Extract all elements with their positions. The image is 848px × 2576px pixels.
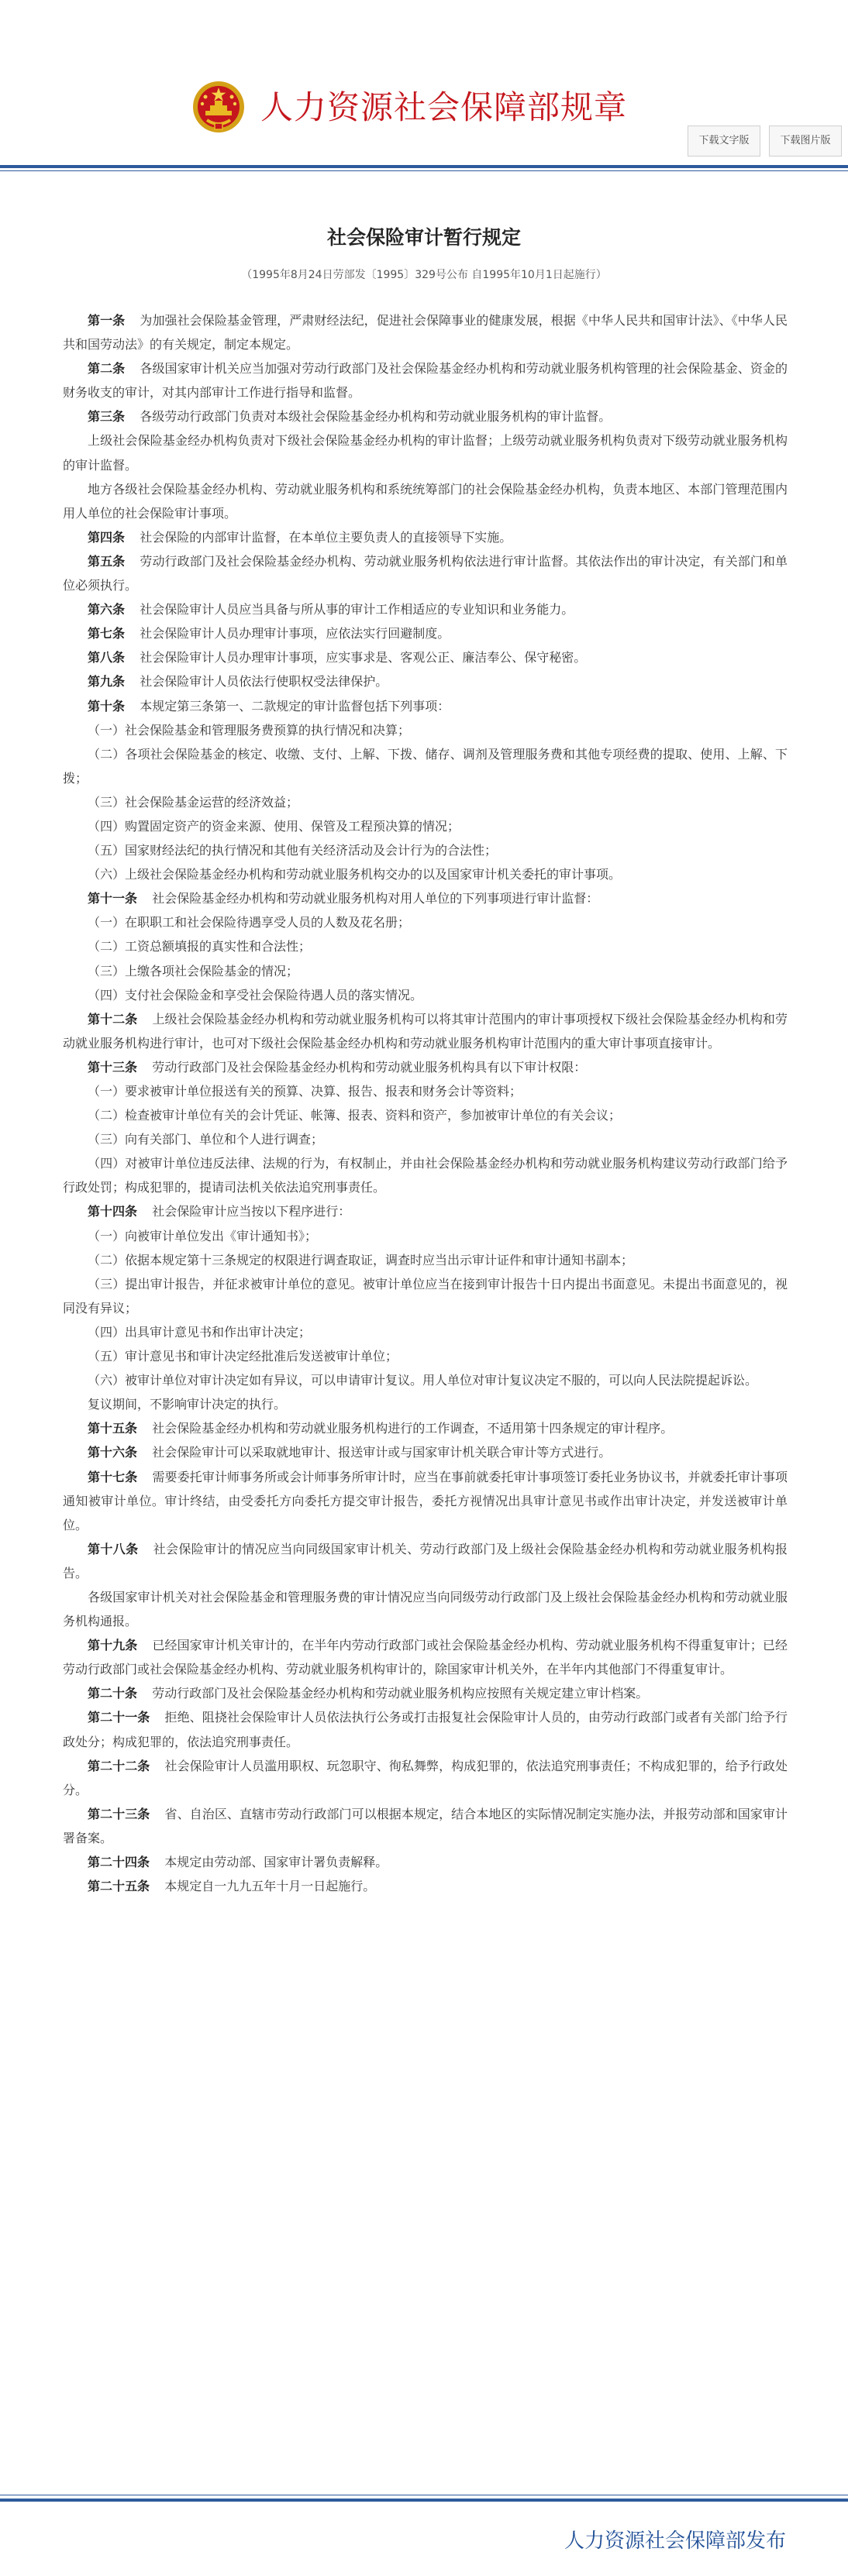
article-paragraph [63, 525, 788, 549]
article-text: 省、自治区、直辖市劳动行政部门可以根据本规定，结合本地区的实际情况制定实施办法，并报劳动部和国家审计署备案。 [63, 1806, 788, 1845]
article-text: （二）检查被审计单位有关的会计凭证、帐簿、报表、资料和资产，参加被审计单位的有关会议； [88, 1108, 622, 1123]
article-text: 本规定自一九九五年十月一日起施行。 [164, 1879, 376, 1894]
article-label: 第十四条 [88, 1204, 138, 1219]
header-divider-thin [0, 170, 848, 171]
article-text: （一）在职职工和社会保险待遇享受人员的人数及花名册； [88, 915, 411, 930]
article-text: 劳动行政部门及社会保险基金经办机构、劳动就业服务机构依法进行审计监督。其依法作出的审计决定，有关部门和单位必须执行。 [63, 553, 788, 593]
article-list [63, 308, 788, 1898]
site-header [0, 0, 848, 170]
article-paragraph [63, 1151, 788, 1199]
article-text: 社会保险审计人员依法行使职权受法律保护。 [140, 674, 388, 690]
article-text: 劳动行政部门及社会保险基金经办机构和劳动就业服务机构应按照有关规定建立审计档案。 [152, 1686, 649, 1701]
article-paragraph [63, 1224, 788, 1248]
article-paragraph [63, 910, 788, 934]
article-text: 社会保险审计人员应当具备与所从事的审计工作相适应的专业知识和业务能力。 [140, 602, 574, 617]
article-label: 第二十五条 [88, 1879, 150, 1894]
national-emblem-icon [191, 80, 246, 134]
article-paragraph [63, 404, 788, 428]
article-text: 本规定第三条第一、二款规定的审计监督包括下列事项： [140, 698, 450, 714]
article-label: 第二条 [88, 361, 126, 377]
article-text: 社会保险审计可以采取就地审计、报送审计或与国家审计机关联合审计等方式进行。 [152, 1445, 612, 1460]
article-label: 第二十三条 [88, 1806, 150, 1821]
article-label: 第十九条 [88, 1638, 138, 1653]
article-paragraph [63, 1537, 788, 1585]
article-paragraph [63, 1874, 788, 1898]
article-text: （一）要求被审计单位报送有关的预算、决算、报告、报表和财务会计等资料； [88, 1084, 522, 1099]
article-paragraph [63, 621, 788, 645]
article-paragraph [63, 1199, 788, 1223]
header-divider [0, 165, 848, 168]
article-text: 社会保险基金经办机构和劳动就业服务机构对用人单位的下列事项进行审计监督： [152, 891, 599, 906]
article-paragraph [63, 1272, 788, 1320]
document-title: 社会保险审计暂行规定 [326, 226, 521, 249]
article-text: 上级社会保险基金经办机构负责对下级社会保险基金经办机构的审计监督；上级劳动就业服务机构负责对下级劳动就业服务机构的审计监督。 [63, 433, 788, 473]
article-label: 第十五条 [88, 1421, 138, 1436]
article-paragraph [63, 1079, 788, 1103]
article-paragraph [63, 477, 788, 525]
article-text: 社会保险审计的情况应当向同级国家审计机关、劳动行政部门及上级社会保险基金经办机构和劳动就业服务机构报告。 [63, 1541, 788, 1580]
article-text: 各级国家审计机关应当加强对劳动行政部门及社会保险基金经办机构和劳动就业服务机构管理的社会保险基金、资金的财务收支的审计，对其内部审计工作进行指导和监督。 [63, 361, 788, 401]
article-label: 第七条 [88, 626, 126, 641]
article-text: （三）提出审计报告，并征求被审计单位的意见。被审计单位应当在接到审计报告十日内提出书面意见。未提出书面意见的，视同没有异议； [63, 1276, 788, 1316]
article-paragraph [63, 718, 788, 742]
article-label: 第二十四条 [88, 1855, 150, 1869]
article-text: （六）上级社会保险基金经办机构和劳动就业服务机构交办的以及国家审计机关委托的审计事项。 [88, 867, 622, 882]
article-text: 为加强社会保险基金管理，严肃财经法纪，促进社会保障事业的健康发展，根据《中华人民共和国审计法》、《中华人民共和国劳动法》的有关规定，制定本规定。 [63, 313, 788, 353]
article-label: 第十二条 [88, 1011, 138, 1027]
article-label: 第六条 [88, 602, 126, 617]
footer-publisher: 人力资源社会保障部发布 [564, 2530, 786, 2553]
article-label: 第五条 [88, 553, 126, 569]
article-paragraph [63, 1705, 788, 1753]
article-paragraph [63, 814, 788, 838]
article-paragraph [63, 1368, 788, 1392]
article-paragraph [63, 1802, 788, 1850]
article-paragraph [63, 1344, 788, 1368]
article-paragraph [63, 1465, 788, 1537]
article-text: （五）审计意见书和审计决定经批准后发送被审计单位； [88, 1349, 398, 1364]
site-title: 人力资源社会保障部规章 [260, 88, 628, 126]
article-label: 第二十条 [88, 1686, 138, 1701]
article-paragraph [63, 1055, 788, 1079]
article-paragraph [63, 694, 788, 718]
article-label: 第十七条 [88, 1469, 138, 1484]
article-text: 社会保险审计人员滥用职权、玩忽职守、徇私舞弊，构成犯罪的，依法追究刑事责任；不构成犯罪的，给予行政处分。 [63, 1758, 788, 1797]
article-paragraph [63, 1320, 788, 1344]
footer-divider [0, 2499, 848, 2502]
article-paragraph [63, 1103, 788, 1127]
article-paragraph [63, 1850, 788, 1874]
article-paragraph [63, 549, 788, 597]
article-label: 第十三条 [88, 1059, 138, 1075]
article-text: （三）向有关部门、单位和个人进行调查； [88, 1132, 324, 1147]
article-paragraph [63, 356, 788, 404]
article-text: 上级社会保险基金经办机构和劳动就业服务机构可以将其审计范围内的审计事项授权下级社会保险基金经办机构和劳动就业服务机构进行审计，也可对下级社会保险基金经办机构和劳动就业服务机构审计范围内的重大审计事项直接审计。 [63, 1011, 788, 1051]
article-paragraph [63, 428, 788, 476]
article-paragraph [63, 934, 788, 958]
download-image-button[interactable]: 下载图片版 [769, 126, 842, 156]
article-label: 第八条 [88, 650, 126, 665]
article-label: 第三条 [88, 409, 126, 425]
article-text: 本规定由劳动部、国家审计署负责解释。 [164, 1855, 388, 1869]
article-paragraph [63, 959, 788, 983]
article-paragraph [63, 308, 788, 356]
article-paragraph [63, 1585, 788, 1633]
article-label: 第十八条 [88, 1541, 139, 1556]
article-paragraph [63, 1248, 788, 1272]
article-paragraph [63, 886, 788, 910]
article-text: （五）国家财经法纪的执行情况和其他有关经济活动及会计行为的合法性； [88, 843, 498, 858]
article-paragraph [63, 1416, 788, 1440]
article-paragraph [63, 1007, 788, 1055]
article-label: 第四条 [88, 529, 126, 545]
article-label: 第十六条 [88, 1445, 138, 1460]
article-text: 拒绝、阻挠社会保险审计人员依法执行公务或打击报复社会保险审计人员的，由劳动行政部门或者有关部门给予行政处分；构成犯罪的，依法追究刑事责任。 [63, 1710, 788, 1749]
article-text: 社会保险审计人员办理审计事项，应依法实行回避制度。 [140, 626, 450, 641]
article-text: 已经国家审计机关审计的，在半年内劳动行政部门或社会保险基金经办机构、劳动就业服务机构不得重复审计；已经劳动行政部门或社会保险基金经办机构、劳动就业服务机构审计的，除国家审计机关外，在半年内其他部门不得重复审计。 [63, 1638, 788, 1677]
article-text: （二）工资总额填报的真实性和合法性； [88, 939, 312, 954]
article-paragraph [63, 1440, 788, 1464]
article-paragraph [63, 742, 788, 790]
article-paragraph [63, 838, 788, 862]
article-text: 复议期间，不影响审计决定的执行。 [88, 1397, 287, 1412]
article-label: 第一条 [88, 313, 126, 328]
download-text-button[interactable]: 下载文字版 [688, 126, 760, 156]
article-label: 第二十二条 [88, 1758, 150, 1773]
article-paragraph [63, 597, 788, 621]
article-label: 第十一条 [88, 891, 138, 906]
article-text: （三）上缴各项社会保险基金的情况； [88, 963, 299, 978]
article-text: 劳动行政部门及社会保险基金经办机构和劳动就业服务机构具有以下审计权限： [152, 1059, 587, 1075]
article-label: 第九条 [88, 674, 126, 690]
article-text: （四）购置固定资产的资金来源、使用、保管及工程预决算的情况； [88, 818, 460, 834]
article-text: （六）被审计单位对审计决定如有异议，可以申请审计复议。用人单位对审计复议决定不服的，可以向人民法院提起诉讼。 [88, 1373, 758, 1388]
article-text: （四）出具审计意见书和作出审计决定； [88, 1324, 312, 1340]
article-label: 第二十一条 [88, 1710, 150, 1725]
article-paragraph [63, 669, 788, 693]
article-text: 需要委托审计师事务所或会计师事务所审计时，应当在事前就委托审计事项签订委托业务协议书，并就委托审计事项通知被审计单位。审计终结，由受委托方向委托方提交审计报告，委托方视情况出具审计意见书或作出审计决定，并发送被审计单位。 [63, 1469, 788, 1532]
article-text: （二）各项社会保险基金的核定、收缴、支付、上解、下拨、储存、调剂及管理服务费和其他专项经费的提取、使用、上解、下拨； [63, 746, 788, 786]
article-paragraph [63, 1754, 788, 1802]
article-text: （四）支付社会保险金和享受社会保险待遇人员的落实情况。 [88, 987, 423, 1003]
article-paragraph [63, 1127, 788, 1151]
article-paragraph [63, 790, 788, 814]
article-text: 社会保险审计应当按以下程序进行： [152, 1204, 351, 1219]
article-text: 各级国家审计机关对社会保险基金和管理服务费的审计情况应当向同级劳动行政部门及上级社会保险基金经办机构和劳动就业服务机构通报。 [63, 1589, 788, 1629]
article-label: 第十条 [88, 698, 126, 714]
document-subtitle: （1995年8月24日劳部发〔1995〕329号公布 自1995年10月1日起施行） [241, 269, 607, 281]
article-text: 各级劳动行政部门负责对本级社会保险基金经办机构和劳动就业服务机构的审计监督。 [140, 409, 612, 425]
article-paragraph [63, 983, 788, 1007]
article-text: 社会保险的内部审计监督，在本单位主要负责人的直接领导下实施。 [140, 529, 512, 545]
article-text: （一）社会保险基金和管理服务费预算的执行情况和决算； [88, 722, 411, 738]
article-text: （一）向被审计单位发出《审计通知书》； [88, 1228, 318, 1243]
article-text: （四）对被审计单位违反法律、法规的行为，有权制止，并由社会保险基金经办机构和劳动就业服务机构建议劳动行政部门给予行政处罚；构成犯罪的，提请司法机关依法追究刑事责任。 [63, 1156, 788, 1195]
article-paragraph [63, 645, 788, 669]
article-text: （二）依据本规定第十三条规定的权限进行调查取证，调查时应当出示审计证件和审计通知书副本； [88, 1252, 634, 1267]
article-text: （三）社会保险基金运营的经济效益； [88, 794, 299, 810]
article-paragraph [63, 1633, 788, 1681]
article-text: 社会保险审计人员办理审计事项，应实事求是、客观公正、廉洁奉公、保守秘密。 [140, 650, 587, 665]
article-paragraph [63, 1392, 788, 1416]
article-text: 地方各级社会保险基金经办机构、劳动就业服务机构和系统统筹部门的社会保险基金经办机构，负责本地区、本部门管理范围内用人单位的社会保险审计事项。 [63, 481, 788, 521]
article-text: 社会保险基金经办机构和劳动就业服务机构进行的工作调查，不适用第十四条规定的审计程序。 [152, 1421, 674, 1436]
article-paragraph [63, 862, 788, 886]
article-paragraph [63, 1681, 788, 1705]
